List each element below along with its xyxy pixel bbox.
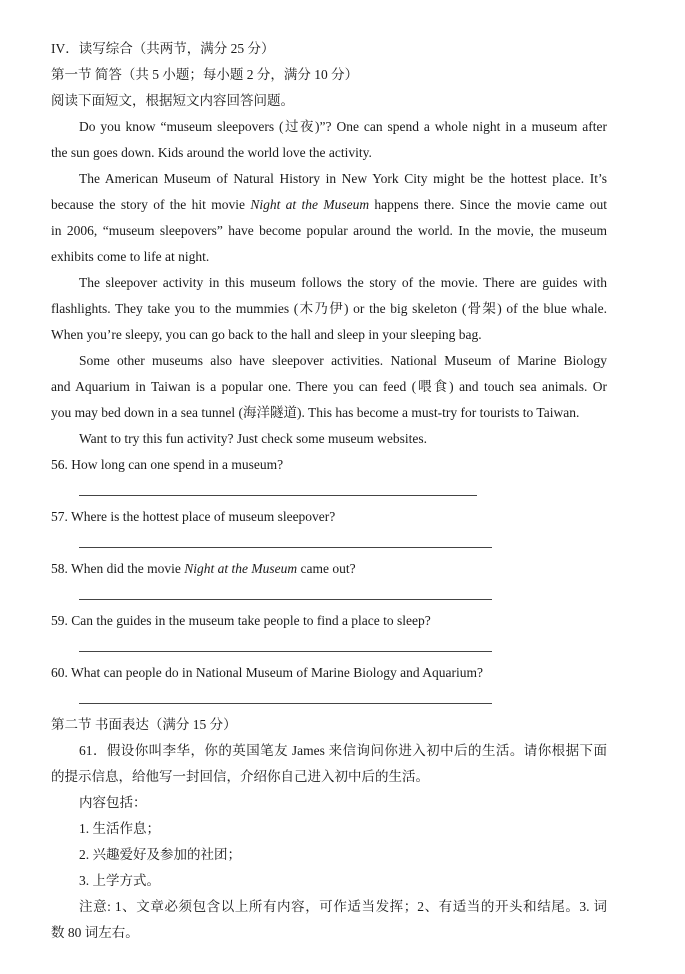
passage-line: you may bed down in a sea tunnel (海洋隧道). This has become a must-try for tourists to Taiwan. [51, 405, 580, 420]
answer-line-57[interactable] [79, 547, 492, 548]
passage-line: The American Museum of Natural History in New York City might be the hottest place. It’s [79, 171, 607, 186]
question-text: 58. When did the movie [51, 561, 185, 576]
answer-line-59[interactable] [79, 651, 492, 652]
passage-text: because the story of the hit movie [51, 197, 251, 212]
writing-note-line: 注意: 1、文章必须包含以上所有内容，可作适当发挥；2、有适当的开头和结尾。3. 词 [79, 899, 607, 914]
passage-line: in 2006, “museum sleepovers” have become popular around the world. In the movie, the museum [51, 223, 607, 238]
part1-instruction: 阅读下面短文，根据短文内容回答问题。 [51, 93, 294, 108]
writing-prompt-line: 61．假设你叫李华，你的英国笔友 James 来信询问你进入初中后的生活。请你根据下面 [79, 743, 607, 758]
question-58 [51, 560, 607, 578]
passage-line: Do you know “museum sleepovers (过夜)”? One can spend a whole night in a museum after [79, 119, 607, 134]
content-label: 内容包括： [79, 795, 147, 810]
question-60: 60. What can people do in National Museum of Marine Biology and Aquarium? [51, 665, 484, 680]
passage-line: When you’re sleepy, you can go back to the hall and sleep in your sleeping bag. [51, 327, 482, 342]
passage-line: flashlights. They take you to the mummies (木乃伊) or the big skeleton (骨架) of the blue whale. [51, 301, 607, 316]
movie-title: Night at the Museum [250, 197, 370, 212]
passage-line: the sun goes down. Kids around the world love the activity. [51, 145, 372, 160]
question-59: 59. Can the guides in the museum take people to find a place to sleep? [51, 613, 431, 628]
answer-line-58[interactable] [79, 599, 492, 600]
part1-title: 第一节 简答（共 5 小题；每小题 2 分，满分 10 分） [51, 67, 359, 82]
passage-line: The sleepover activity in this museum follows the story of the movie. There are guides with [79, 275, 607, 290]
passage-line [51, 196, 607, 214]
question-text: came out? [297, 561, 356, 576]
writing-note-line: 数 80 词左右。 [51, 925, 139, 940]
question-56: 56. How long can one spend in a museum? [51, 457, 284, 472]
passage-text: happens there. Since the movie came out [369, 197, 607, 212]
content-item: 1. 生活作息； [79, 821, 160, 836]
passage-line: and Aquarium in Taiwan is a popular one. There you can feed (喂食) and touch sea animals. Or [51, 379, 607, 394]
writing-prompt-line: 的提示信息，给他写一封回信，介绍你自己进入初中后的生活。 [51, 769, 429, 784]
answer-line-56[interactable] [79, 495, 477, 496]
passage-line: Some other museums also have sleepover activities. National Museum of Marine Biology [79, 353, 607, 368]
question-57: 57. Where is the hottest place of museum sleepover? [51, 509, 336, 524]
passage-line: exhibits come to life at night. [51, 249, 210, 264]
answer-line-60[interactable] [79, 703, 492, 704]
section-title: IV．读写综合（共两节，满分 25 分） [51, 41, 275, 56]
content-item: 2. 兴趣爱好及参加的社团； [79, 847, 241, 862]
movie-title: Night at the Museum [184, 561, 298, 576]
content-item: 3. 上学方式。 [79, 873, 160, 888]
part2-title: 第二节 书面表达（满分 15 分） [51, 717, 237, 732]
passage-line: Want to try this fun activity? Just check some museum websites. [79, 431, 427, 446]
